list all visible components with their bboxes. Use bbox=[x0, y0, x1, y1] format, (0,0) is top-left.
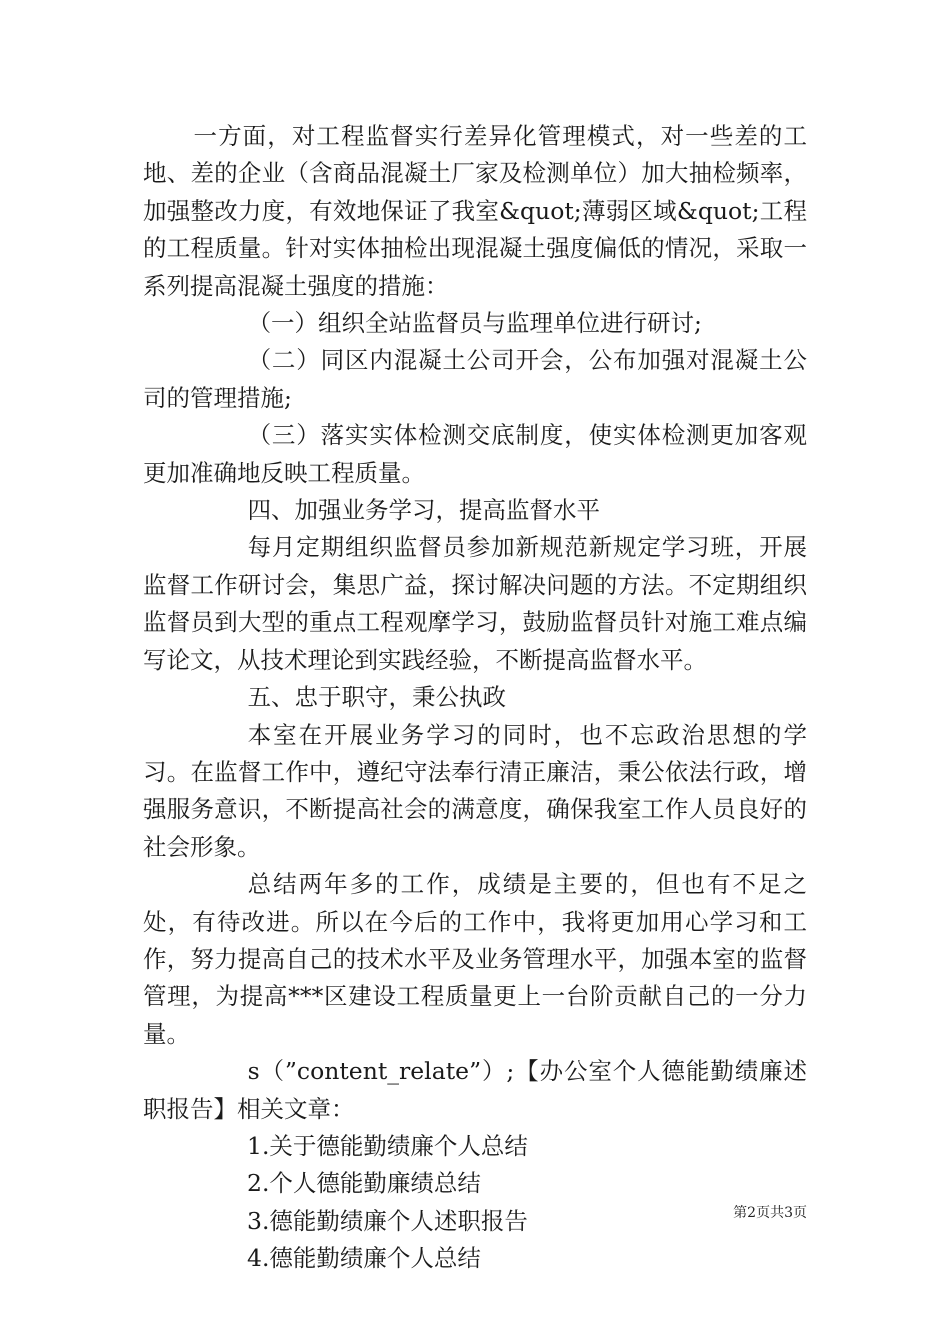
document-body bbox=[143, 118, 807, 1278]
paragraph-intro: 一方面，对工程监督实行差异化管理模式，对一些差的工地、差的企业（含商品混凝土厂家及检测单位）加大抽检频率，加强整改力度，有效地保证了我室&quot;薄弱区域&quot;工程的工程质量。针对实体抽检出现混凝土强度偏低的情况，采取一系列提高混凝土强度的措施： bbox=[143, 122, 807, 300]
paragraph-summary: 总结两年多的工作，成绩是主要的，但也有不足之处，有待改进。所以在今后的工作中，我将更加用心学习和工作，努力提高自己的技术水平及业务管理水平，加强本室的监督管理，为提高***区建设工程质量更上一台阶贡献自己的一分力量。 bbox=[143, 870, 807, 1048]
related-articles-intro: s（”content_relate”）;【办公室个人德能勤绩廉述职报告】相关文章： bbox=[143, 1057, 807, 1123]
paragraph-study: 每月定期组织监督员参加新规范新规定学习班，开展监督工作研讨会，集思广益，探讨解决问题的方法。不定期组织监督员到大型的重点工程观摩学习，鼓励监督员针对施工难点编写论文，从技术理论到实践经验，不断提高监督水平。 bbox=[143, 533, 807, 674]
section-heading-5: 五、忠于职守，秉公执政 bbox=[247, 683, 507, 712]
related-article-link[interactable]: 1.关于德能勤绩廉个人总结 bbox=[247, 1131, 528, 1160]
measure-item-2: （二）同区内混凝土公司开会，公布加强对混凝土公司的管理措施; bbox=[143, 346, 807, 412]
paragraph-integrity: 本室在开展业务学习的同时，也不忘政治思想的学习。在监督工作中，遵纪守法奉行清正廉洁，秉公依法行政，增强服务意识，不断提高社会的满意度，确保我室工作人员良好的社会形象。 bbox=[143, 720, 807, 861]
section-heading-4: 四、加强业务学习，提高监督水平 bbox=[247, 496, 601, 525]
related-article-link[interactable]: 3.德能勤绩廉个人述职报告 bbox=[247, 1206, 528, 1235]
related-article-link[interactable]: 2.个人德能勤廉绩总结 bbox=[247, 1169, 481, 1198]
page-indicator: 第2页共3页 bbox=[733, 1205, 807, 1221]
measure-item-1: （一）组织全站监督员与监理单位进行研讨; bbox=[247, 309, 702, 338]
page-footer bbox=[0, 1203, 950, 1223]
related-article-link[interactable]: 4.德能勤绩廉个人总结 bbox=[247, 1244, 481, 1273]
measure-item-3: （三）落实实体检测交底制度，使实体检测更加客观更加准确地反映工程质量。 bbox=[143, 421, 807, 487]
